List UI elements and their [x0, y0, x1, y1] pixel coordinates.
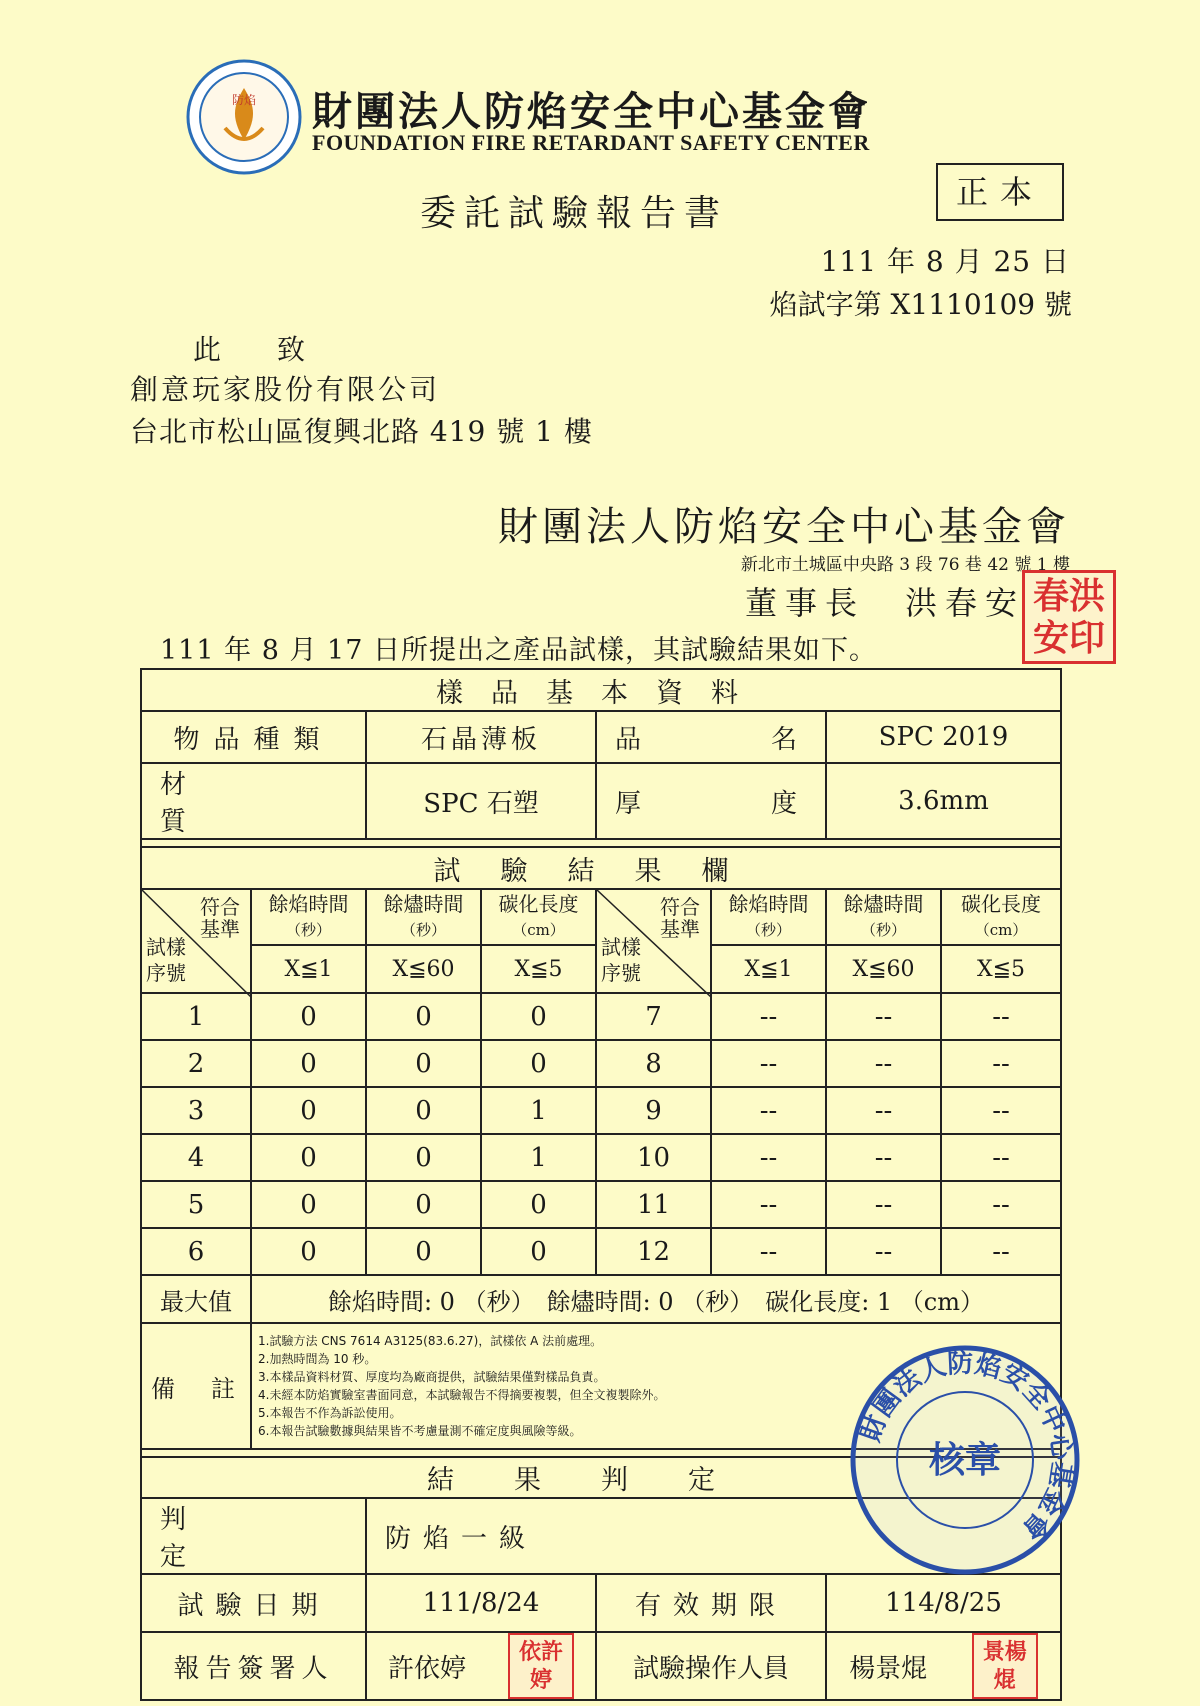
diag-top-label: 符合 基準 — [660, 895, 700, 941]
recipient-address: 台北市松山區復興北路 419 號 1 樓 — [130, 415, 593, 448]
sample-no-2: 10 — [596, 1134, 711, 1181]
diag-bottom-label: 試樣 序號 — [146, 935, 186, 985]
std-afterflame: X≦1 — [251, 945, 366, 993]
table-row — [141, 1228, 1061, 1275]
sample-no: 2 — [141, 1040, 251, 1087]
afterglow-value-2: -- — [826, 1134, 941, 1181]
afterflame-value-2: -- — [711, 1181, 826, 1228]
std-afterflame-2: X≦1 — [711, 945, 826, 993]
char-value: 0 — [481, 1181, 596, 1228]
afterflame-value-2: -- — [711, 993, 826, 1040]
afterflame-value-2: -- — [711, 1134, 826, 1181]
char-value-2: -- — [941, 1040, 1061, 1087]
std-char-2: X≦5 — [941, 945, 1061, 993]
afterglow-value: 0 — [366, 1087, 481, 1134]
afterglow-value-2: -- — [826, 1228, 941, 1275]
sample-no: 1 — [141, 993, 251, 1040]
org-name-en: FOUNDATION FIRE RETARDANT SAFETY CENTER — [312, 130, 870, 155]
afterglow-value-2: -- — [826, 993, 941, 1040]
sample-no-2: 8 — [596, 1040, 711, 1087]
afterglow-value-2: -- — [826, 1181, 941, 1228]
signer-cell — [366, 1632, 596, 1700]
col-afterglow-unit: （秒） — [860, 921, 906, 939]
sample-info-title: 樣品基本資料 — [141, 669, 1061, 711]
org-name-cn: 財團法人防焰安全中心基金會 — [312, 89, 871, 135]
document-number: 焰試字第 X1110109 號 — [769, 288, 1072, 321]
note-item: 2.加熱時間為 10 秒。 — [258, 1352, 377, 1366]
material-value: SPC 石塑 — [366, 763, 596, 839]
result-rows — [141, 993, 1061, 1275]
sample-no-2: 11 — [596, 1181, 711, 1228]
sample-no-2: 12 — [596, 1228, 711, 1275]
thickness-label: 厚 度 — [596, 763, 826, 839]
sample-no: 4 — [141, 1134, 251, 1181]
col-char-unit: （cm） — [974, 921, 1028, 939]
diag-bottom-label: 試樣 序號 — [601, 935, 641, 985]
seal-center-text: 核章 — [928, 1440, 1002, 1481]
sample-no-2: 9 — [596, 1087, 711, 1134]
table-row — [141, 1181, 1061, 1228]
intro-sentence: 111 年 8 月 17 日所提出之產品試樣，其試驗結果如下。 — [160, 635, 877, 666]
criteria-header-left — [141, 889, 251, 993]
col-afterglow-title: 餘燼時間 — [383, 892, 464, 916]
sample-no: 5 — [141, 1181, 251, 1228]
operator-label: 試驗操作人員 — [596, 1632, 826, 1700]
char-value: 0 — [481, 993, 596, 1040]
col-afterflame-2 — [711, 889, 826, 945]
note-item: 6.本報告試驗數據與結果皆不考慮量測不確定度與風險等級。 — [258, 1424, 582, 1438]
afterflame-value-2: -- — [711, 1040, 826, 1087]
char-value: 0 — [481, 1040, 596, 1087]
std-afterglow-2: X≦60 — [826, 945, 941, 993]
signer-label: 報告簽署人 — [141, 1632, 366, 1700]
note-item: 5.本報告不作為訴訟使用。 — [258, 1406, 402, 1420]
afterglow-value: 0 — [366, 1181, 481, 1228]
test-date-value: 111/8/24 — [366, 1574, 596, 1632]
seal-ring-path: 財團法人防焰安全中心基金會 — [855, 1348, 1077, 1546]
note-item: 4.未經本防焰實驗室書面同意，本試驗報告不得摘要複製，但全文複製除外。 — [258, 1388, 666, 1402]
notes-label: 備 註 — [141, 1323, 251, 1449]
test-date-label: 試驗日期 — [141, 1574, 366, 1632]
logo-text: 防焰 — [231, 93, 257, 107]
afterglow-value-2: -- — [826, 1087, 941, 1134]
std-char: X≦5 — [481, 945, 596, 993]
category-label: 物品種類 — [141, 711, 366, 763]
col-afterflame-title: 餘焰時間 — [268, 892, 349, 916]
report-title: 委託試驗報告書 — [420, 193, 729, 234]
col-char-2 — [941, 889, 1061, 945]
official-seal-icon — [845, 1340, 1085, 1580]
table-row — [141, 1087, 1061, 1134]
char-value-2: -- — [941, 1228, 1061, 1275]
col-afterflame-unit: （秒） — [745, 921, 791, 939]
note-item: 3.本樣品資料材質、厚度均為廠商提供，試驗結果僅對樣品負責。 — [258, 1370, 606, 1384]
diag-top-label: 符合 基準 — [200, 895, 240, 941]
sample-no: 3 — [141, 1087, 251, 1134]
afterglow-value-2: -- — [826, 1040, 941, 1087]
chairman-seal: 春洪安印 — [1022, 570, 1116, 664]
char-value-2: -- — [941, 1087, 1061, 1134]
chairman-line: 董事長 洪春安 — [744, 584, 1025, 622]
char-value-2: -- — [941, 1181, 1061, 1228]
valid-until-label: 有效期限 — [596, 1574, 826, 1632]
col-afterglow — [366, 889, 481, 945]
col-afterflame-title: 餘焰時間 — [728, 892, 809, 916]
foundation-logo-icon — [185, 58, 303, 176]
results-title: 試驗結果欄 — [141, 847, 1061, 889]
col-char-title: 碳化長度 — [961, 892, 1041, 916]
criteria-header-right — [596, 889, 711, 993]
table-row — [141, 993, 1061, 1040]
col-afterglow-title: 餘燼時間 — [843, 892, 924, 916]
col-afterflame-unit: （秒） — [285, 921, 331, 939]
issuer-org: 財團法人防焰安全中心基金會 — [498, 504, 1070, 550]
verdict-title: 結果判定 — [141, 1457, 1061, 1498]
col-afterglow-unit: （秒） — [400, 921, 446, 939]
max-value: 餘焰時間: 0 （秒） 餘燼時間: 0 （秒） 碳化長度: 1 （cm） — [251, 1275, 1061, 1323]
afterglow-value: 0 — [366, 1134, 481, 1181]
col-afterflame — [251, 889, 366, 945]
afterflame-value: 0 — [251, 993, 366, 1040]
afterflame-value: 0 — [251, 1040, 366, 1087]
afterflame-value: 0 — [251, 1087, 366, 1134]
col-char — [481, 889, 596, 945]
afterglow-value: 0 — [366, 1040, 481, 1087]
afterflame-value: 0 — [251, 1181, 366, 1228]
afterflame-value: 0 — [251, 1228, 366, 1275]
attention-line: 此致 — [193, 333, 362, 366]
valid-until-value: 114/8/25 — [826, 1574, 1061, 1632]
max-label: 最大值 — [141, 1275, 251, 1323]
operator-seal: 景楊焜 — [972, 1633, 1038, 1699]
afterglow-value: 0 — [366, 1228, 481, 1275]
report-date: 111 年 8 月 25 日 — [820, 245, 1070, 278]
material-label: 材 質 — [141, 763, 366, 839]
col-afterglow-2 — [826, 889, 941, 945]
char-value: 1 — [481, 1087, 596, 1134]
char-value: 1 — [481, 1134, 596, 1181]
signer-name: 許依婷 — [387, 1653, 466, 1684]
operator-wrap — [827, 1633, 1060, 1699]
product-name-value: SPC 2019 — [826, 711, 1061, 763]
category-value: 石晶薄板 — [366, 711, 596, 763]
sample-no: 6 — [141, 1228, 251, 1275]
table-row — [141, 1040, 1061, 1087]
product-name-label: 品 名 — [596, 711, 826, 763]
signer-seal: 依許婷 — [508, 1633, 574, 1699]
verdict-value: 防焰一級 — [366, 1498, 1061, 1574]
char-value-2: -- — [941, 1134, 1061, 1181]
original-copy-box: 正本 — [936, 163, 1064, 221]
afterglow-value: 0 — [366, 993, 481, 1040]
issuer-address: 新北市土城區中央路 3 段 76 巷 42 號 1 樓 — [740, 555, 1070, 575]
operator-name: 楊景焜 — [849, 1653, 928, 1684]
col-char-title: 碳化長度 — [498, 892, 579, 916]
afterflame-value: 0 — [251, 1134, 366, 1181]
col-char-unit: （cm） — [512, 921, 565, 939]
sample-no-2: 7 — [596, 993, 711, 1040]
table-row — [141, 1134, 1061, 1181]
note-item: 1.試驗方法 CNS 7614 A3125(83.6.27)，試樣依 A 法前處理。 — [258, 1334, 603, 1348]
char-value-2: -- — [941, 993, 1061, 1040]
verdict-label: 判 定 — [141, 1498, 366, 1574]
char-value: 0 — [481, 1228, 596, 1275]
afterflame-value-2: -- — [711, 1087, 826, 1134]
std-afterglow: X≦60 — [366, 945, 481, 993]
thickness-value: 3.6mm — [826, 763, 1061, 839]
recipient-name: 創意玩家股份有限公司 — [130, 373, 441, 406]
operator-cell — [826, 1632, 1061, 1700]
afterflame-value-2: -- — [711, 1228, 826, 1275]
signer-wrap — [367, 1633, 595, 1699]
